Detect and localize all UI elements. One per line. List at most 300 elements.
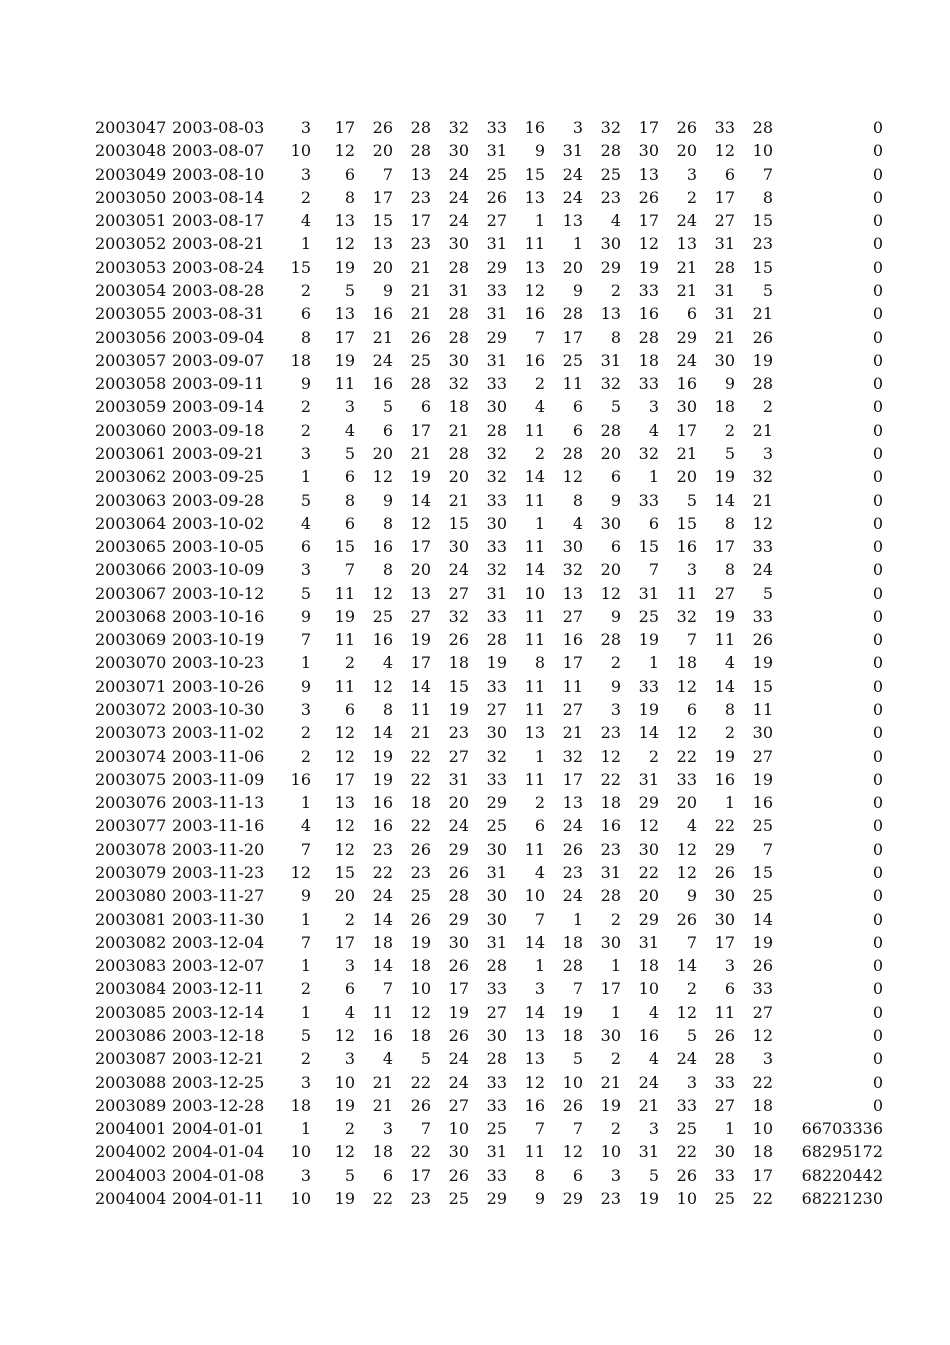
draw-order-5-cell: 12 <box>714 141 735 161</box>
draw-order-5-cell: 19 <box>714 746 735 766</box>
red-ball-6-cell: 27 <box>486 700 507 720</box>
prize-pool-cell: 0 <box>872 187 883 207</box>
draw-order-6-cell: 18 <box>752 1142 773 1162</box>
issue-cell: 2004003 <box>95 1165 167 1185</box>
draw-order-4-cell: 20 <box>676 467 697 487</box>
red-ball-6-cell: 33 <box>486 1072 507 1092</box>
draw-order-1-cell: 19 <box>562 1002 583 1022</box>
red-ball-4-cell: 19 <box>410 932 431 952</box>
table-row <box>95 512 883 535</box>
draw-order-5-cell: 6 <box>724 164 735 184</box>
draw-order-2-cell: 28 <box>600 420 621 440</box>
blue-ball-cell: 11 <box>524 839 545 859</box>
red-ball-6-cell: 33 <box>486 979 507 999</box>
draw-order-4-cell: 22 <box>676 746 697 766</box>
red-ball-5-cell: 26 <box>448 630 469 650</box>
draw-order-2-cell: 28 <box>600 630 621 650</box>
red-ball-2-cell: 6 <box>344 700 355 720</box>
date-cell: 2003-11-02 <box>172 723 265 743</box>
draw-order-6-cell: 3 <box>762 1049 773 1069</box>
draw-order-1-cell: 31 <box>562 141 583 161</box>
red-ball-1-cell: 7 <box>300 630 311 650</box>
red-ball-1-cell: 12 <box>290 863 311 882</box>
draw-order-3-cell: 29 <box>638 909 659 929</box>
prize-pool-cell: 0 <box>872 909 883 929</box>
date-cell: 2003-09-18 <box>172 420 265 440</box>
draw-order-5-cell: 16 <box>714 769 735 789</box>
issue-cell: 2003066 <box>95 560 167 580</box>
issue-cell: 2003047 <box>95 118 167 137</box>
red-ball-5-cell: 32 <box>448 118 469 137</box>
draw-order-2-cell: 28 <box>600 886 621 906</box>
draw-order-3-cell: 31 <box>638 932 659 952</box>
draw-order-6-cell: 25 <box>752 886 773 906</box>
red-ball-5-cell: 26 <box>448 956 469 976</box>
draw-order-3-cell: 30 <box>638 839 659 859</box>
draw-order-6-cell: 27 <box>752 746 773 766</box>
red-ball-5-cell: 24 <box>448 1072 469 1092</box>
red-ball-4-cell: 23 <box>410 187 431 207</box>
red-ball-6-cell: 32 <box>486 443 507 463</box>
issue-cell: 2003048 <box>95 141 167 161</box>
draw-order-4-cell: 10 <box>676 1188 697 1208</box>
red-ball-6-cell: 29 <box>486 793 507 813</box>
blue-ball-cell: 7 <box>534 327 545 347</box>
red-ball-2-cell: 15 <box>334 537 355 557</box>
red-ball-3-cell: 20 <box>372 141 393 161</box>
red-ball-1-cell: 1 <box>300 234 311 254</box>
draw-order-5-cell: 11 <box>714 630 735 650</box>
table-row <box>95 558 883 581</box>
draw-order-5-cell: 1 <box>724 1119 735 1139</box>
date-cell: 2003-11-13 <box>172 793 265 813</box>
lottery-draw-sheet <box>95 116 883 1210</box>
draw-order-2-cell: 1 <box>610 956 621 976</box>
red-ball-6-cell: 33 <box>486 1165 507 1185</box>
red-ball-4-cell: 7 <box>420 1119 431 1139</box>
red-ball-2-cell: 6 <box>344 164 355 184</box>
red-ball-1-cell: 2 <box>300 723 311 743</box>
date-cell: 2003-12-21 <box>172 1049 265 1069</box>
draw-order-1-cell: 7 <box>572 1119 583 1139</box>
draw-order-1-cell: 24 <box>562 164 583 184</box>
table-row <box>95 721 883 744</box>
red-ball-4-cell: 23 <box>410 1188 431 1208</box>
draw-order-4-cell: 14 <box>676 956 697 976</box>
red-ball-4-cell: 17 <box>410 653 431 673</box>
blue-ball-cell: 1 <box>534 746 545 766</box>
draw-order-6-cell: 15 <box>752 676 773 696</box>
draw-order-6-cell: 28 <box>752 374 773 394</box>
draw-order-5-cell: 22 <box>714 816 735 836</box>
table-row <box>95 861 883 884</box>
draw-order-3-cell: 16 <box>638 1025 659 1045</box>
issue-cell: 2003081 <box>95 909 167 929</box>
draw-order-4-cell: 26 <box>676 118 697 137</box>
blue-ball-cell: 7 <box>534 1119 545 1139</box>
draw-order-2-cell: 31 <box>600 350 621 370</box>
table-row <box>95 1140 883 1163</box>
red-ball-3-cell: 14 <box>372 909 393 929</box>
draw-order-3-cell: 25 <box>638 606 659 626</box>
red-ball-5-cell: 28 <box>448 327 469 347</box>
red-ball-2-cell: 4 <box>344 1002 355 1022</box>
red-ball-5-cell: 30 <box>448 234 469 254</box>
red-ball-3-cell: 24 <box>372 886 393 906</box>
draw-order-5-cell: 30 <box>714 350 735 370</box>
prize-pool-cell: 0 <box>872 723 883 743</box>
date-cell: 2003-08-14 <box>172 187 265 207</box>
red-ball-6-cell: 33 <box>486 676 507 696</box>
red-ball-1-cell: 1 <box>300 653 311 673</box>
prize-pool-cell: 0 <box>872 1095 883 1115</box>
draw-order-4-cell: 22 <box>676 1142 697 1162</box>
draw-order-1-cell: 30 <box>562 537 583 557</box>
issue-cell: 2003068 <box>95 606 167 626</box>
draw-order-6-cell: 24 <box>752 560 773 580</box>
red-ball-4-cell: 12 <box>410 1002 431 1022</box>
red-ball-2-cell: 2 <box>344 1119 355 1139</box>
red-ball-2-cell: 12 <box>334 1142 355 1162</box>
red-ball-4-cell: 25 <box>410 886 431 906</box>
red-ball-2-cell: 3 <box>344 397 355 417</box>
draw-order-6-cell: 15 <box>752 211 773 231</box>
draw-order-1-cell: 17 <box>562 653 583 673</box>
draw-order-3-cell: 19 <box>638 1188 659 1208</box>
date-cell: 2003-10-05 <box>172 537 265 557</box>
red-ball-3-cell: 26 <box>372 118 393 137</box>
draw-order-5-cell: 19 <box>714 606 735 626</box>
blue-ball-cell: 1 <box>534 211 545 231</box>
prize-pool-cell: 0 <box>872 1002 883 1022</box>
table-row <box>95 535 883 558</box>
red-ball-1-cell: 3 <box>300 1165 311 1185</box>
date-cell: 2003-08-28 <box>172 280 265 300</box>
draw-order-3-cell: 32 <box>638 443 659 463</box>
draw-order-2-cell: 5 <box>610 397 621 417</box>
red-ball-3-cell: 21 <box>372 1072 393 1092</box>
draw-order-4-cell: 12 <box>676 723 697 743</box>
date-cell: 2003-12-11 <box>172 979 265 999</box>
red-ball-3-cell: 20 <box>372 443 393 463</box>
red-ball-5-cell: 23 <box>448 723 469 743</box>
draw-order-2-cell: 30 <box>600 932 621 952</box>
red-ball-6-cell: 28 <box>486 420 507 440</box>
red-ball-3-cell: 16 <box>372 374 393 394</box>
date-cell: 2003-09-11 <box>172 374 265 394</box>
red-ball-3-cell: 18 <box>372 1142 393 1162</box>
date-cell: 2003-08-31 <box>172 304 265 324</box>
table-row <box>95 279 883 302</box>
red-ball-2-cell: 10 <box>334 1072 355 1092</box>
draw-order-2-cell: 19 <box>600 1095 621 1115</box>
red-ball-4-cell: 27 <box>410 606 431 626</box>
draw-order-3-cell: 19 <box>638 257 659 277</box>
draw-order-3-cell: 4 <box>648 420 659 440</box>
blue-ball-cell: 2 <box>534 374 545 394</box>
prize-pool-cell: 66703336 <box>801 1119 883 1139</box>
red-ball-1-cell: 4 <box>300 513 311 533</box>
table-row <box>95 139 883 162</box>
date-cell: 2003-12-25 <box>172 1072 265 1092</box>
draw-order-6-cell: 19 <box>752 769 773 789</box>
draw-order-3-cell: 19 <box>638 630 659 650</box>
prize-pool-cell: 0 <box>872 863 883 882</box>
red-ball-1-cell: 9 <box>300 676 311 696</box>
red-ball-6-cell: 31 <box>486 234 507 254</box>
blue-ball-cell: 14 <box>524 1002 545 1022</box>
draw-order-2-cell: 30 <box>600 1025 621 1045</box>
draw-order-3-cell: 26 <box>638 187 659 207</box>
table-row <box>95 372 883 395</box>
prize-pool-cell: 0 <box>872 816 883 836</box>
date-cell: 2003-11-16 <box>172 816 265 836</box>
draw-order-3-cell: 33 <box>638 676 659 696</box>
red-ball-3-cell: 4 <box>382 653 393 673</box>
red-ball-1-cell: 3 <box>300 700 311 720</box>
draw-order-5-cell: 17 <box>714 932 735 952</box>
prize-pool-cell: 0 <box>872 420 883 440</box>
red-ball-4-cell: 26 <box>410 327 431 347</box>
red-ball-2-cell: 17 <box>334 327 355 347</box>
draw-order-1-cell: 27 <box>562 606 583 626</box>
issue-cell: 2003074 <box>95 746 167 766</box>
prize-pool-cell: 0 <box>872 141 883 161</box>
red-ball-3-cell: 16 <box>372 630 393 650</box>
draw-order-2-cell: 16 <box>600 816 621 836</box>
draw-order-2-cell: 25 <box>600 164 621 184</box>
draw-order-1-cell: 5 <box>572 1049 583 1069</box>
red-ball-2-cell: 2 <box>344 909 355 929</box>
draw-results-body <box>95 116 883 1210</box>
red-ball-2-cell: 13 <box>334 304 355 324</box>
red-ball-3-cell: 11 <box>372 1002 393 1022</box>
red-ball-2-cell: 17 <box>334 932 355 952</box>
date-cell: 2003-11-30 <box>172 909 265 929</box>
red-ball-2-cell: 6 <box>344 979 355 999</box>
red-ball-5-cell: 28 <box>448 443 469 463</box>
red-ball-3-cell: 16 <box>372 793 393 813</box>
table-row <box>95 675 883 698</box>
draw-order-2-cell: 2 <box>610 1119 621 1139</box>
red-ball-4-cell: 22 <box>410 1142 431 1162</box>
draw-order-6-cell: 22 <box>752 1072 773 1092</box>
red-ball-5-cell: 21 <box>448 490 469 510</box>
draw-order-6-cell: 33 <box>752 606 773 626</box>
date-cell: 2003-10-30 <box>172 700 265 720</box>
draw-order-4-cell: 2 <box>686 187 697 207</box>
red-ball-3-cell: 16 <box>372 816 393 836</box>
draw-order-3-cell: 31 <box>638 1142 659 1162</box>
prize-pool-cell: 0 <box>872 956 883 976</box>
red-ball-5-cell: 18 <box>448 653 469 673</box>
red-ball-3-cell: 4 <box>382 1049 393 1069</box>
blue-ball-cell: 1 <box>534 956 545 976</box>
blue-ball-cell: 4 <box>534 863 545 882</box>
red-ball-1-cell: 2 <box>300 280 311 300</box>
issue-cell: 2003075 <box>95 769 167 789</box>
red-ball-2-cell: 17 <box>334 769 355 789</box>
blue-ball-cell: 2 <box>534 443 545 463</box>
draw-order-5-cell: 3 <box>724 956 735 976</box>
draw-order-4-cell: 30 <box>676 397 697 417</box>
draw-order-4-cell: 12 <box>676 839 697 859</box>
blue-ball-cell: 13 <box>524 723 545 743</box>
draw-order-6-cell: 16 <box>752 793 773 813</box>
issue-cell: 2003077 <box>95 816 167 836</box>
draw-order-1-cell: 13 <box>562 211 583 231</box>
blue-ball-cell: 9 <box>534 141 545 161</box>
date-cell: 2003-09-07 <box>172 350 265 370</box>
prize-pool-cell: 0 <box>872 304 883 324</box>
red-ball-5-cell: 27 <box>448 746 469 766</box>
table-row <box>95 489 883 512</box>
draw-order-2-cell: 29 <box>600 257 621 277</box>
table-row <box>95 442 883 465</box>
prize-pool-cell: 0 <box>872 280 883 300</box>
red-ball-2-cell: 8 <box>344 490 355 510</box>
draw-order-2-cell: 23 <box>600 187 621 207</box>
draw-order-1-cell: 20 <box>562 257 583 277</box>
red-ball-3-cell: 16 <box>372 1025 393 1045</box>
red-ball-1-cell: 6 <box>300 537 311 557</box>
red-ball-5-cell: 26 <box>448 863 469 882</box>
date-cell: 2003-10-19 <box>172 630 265 650</box>
issue-cell: 2003062 <box>95 467 167 487</box>
date-cell: 2003-12-28 <box>172 1095 265 1115</box>
draw-order-1-cell: 18 <box>562 1025 583 1045</box>
draw-order-5-cell: 31 <box>714 280 735 300</box>
red-ball-5-cell: 32 <box>448 374 469 394</box>
draw-order-5-cell: 2 <box>724 420 735 440</box>
red-ball-4-cell: 18 <box>410 793 431 813</box>
draw-order-1-cell: 4 <box>572 513 583 533</box>
draw-order-3-cell: 29 <box>638 793 659 813</box>
red-ball-2-cell: 11 <box>334 374 355 394</box>
red-ball-5-cell: 24 <box>448 211 469 231</box>
red-ball-4-cell: 22 <box>410 1072 431 1092</box>
blue-ball-cell: 8 <box>534 1165 545 1185</box>
blue-ball-cell: 10 <box>524 886 545 906</box>
red-ball-6-cell: 28 <box>486 1049 507 1069</box>
draw-order-2-cell: 17 <box>600 979 621 999</box>
draw-order-5-cell: 1 <box>724 793 735 813</box>
draw-order-4-cell: 9 <box>686 886 697 906</box>
red-ball-1-cell: 6 <box>300 304 311 324</box>
date-cell: 2003-11-09 <box>172 769 265 789</box>
draw-order-2-cell: 12 <box>600 746 621 766</box>
draw-order-2-cell: 6 <box>610 467 621 487</box>
draw-order-5-cell: 14 <box>714 490 735 510</box>
table-row <box>95 838 883 861</box>
red-ball-3-cell: 12 <box>372 467 393 487</box>
red-ball-3-cell: 15 <box>372 211 393 231</box>
red-ball-5-cell: 30 <box>448 350 469 370</box>
red-ball-3-cell: 13 <box>372 234 393 254</box>
issue-cell: 2003076 <box>95 793 167 813</box>
red-ball-3-cell: 23 <box>372 839 393 859</box>
red-ball-4-cell: 21 <box>410 304 431 324</box>
prize-pool-cell: 0 <box>872 443 883 463</box>
red-ball-6-cell: 33 <box>486 1095 507 1115</box>
date-cell: 2003-11-23 <box>172 863 265 882</box>
prize-pool-cell: 0 <box>872 211 883 231</box>
draw-order-6-cell: 19 <box>752 653 773 673</box>
draw-order-3-cell: 33 <box>638 280 659 300</box>
draw-order-2-cell: 28 <box>600 141 621 161</box>
red-ball-1-cell: 5 <box>300 583 311 603</box>
draw-order-4-cell: 13 <box>676 234 697 254</box>
red-ball-3-cell: 14 <box>372 956 393 976</box>
table-row <box>95 326 883 349</box>
draw-order-1-cell: 25 <box>562 350 583 370</box>
date-cell: 2003-09-14 <box>172 397 265 417</box>
draw-order-1-cell: 13 <box>562 583 583 603</box>
draw-order-5-cell: 14 <box>714 676 735 696</box>
blue-ball-cell: 14 <box>524 467 545 487</box>
red-ball-2-cell: 11 <box>334 583 355 603</box>
draw-order-4-cell: 12 <box>676 1002 697 1022</box>
prize-pool-cell: 0 <box>872 327 883 347</box>
prize-pool-cell: 0 <box>872 932 883 952</box>
red-ball-6-cell: 26 <box>486 187 507 207</box>
draw-order-4-cell: 24 <box>676 350 697 370</box>
draw-order-6-cell: 19 <box>752 350 773 370</box>
issue-cell: 2003080 <box>95 886 167 906</box>
red-ball-3-cell: 6 <box>382 420 393 440</box>
draw-order-2-cell: 31 <box>600 863 621 882</box>
red-ball-2-cell: 19 <box>334 257 355 277</box>
date-cell: 2003-08-21 <box>172 234 265 254</box>
red-ball-5-cell: 15 <box>448 513 469 533</box>
draw-order-2-cell: 2 <box>610 280 621 300</box>
red-ball-2-cell: 20 <box>334 886 355 906</box>
red-ball-1-cell: 18 <box>290 1095 311 1115</box>
draw-order-1-cell: 28 <box>562 443 583 463</box>
prize-pool-cell: 68221230 <box>801 1188 883 1208</box>
date-cell: 2003-10-26 <box>172 676 265 696</box>
date-cell: 2003-08-10 <box>172 164 265 184</box>
blue-ball-cell: 11 <box>524 490 545 510</box>
red-ball-3-cell: 17 <box>372 187 393 207</box>
table-row <box>95 582 883 605</box>
red-ball-6-cell: 31 <box>486 932 507 952</box>
blue-ball-cell: 11 <box>524 537 545 557</box>
red-ball-4-cell: 5 <box>420 1049 431 1069</box>
draw-order-2-cell: 30 <box>600 513 621 533</box>
red-ball-1-cell: 16 <box>290 769 311 789</box>
red-ball-1-cell: 10 <box>290 1188 311 1208</box>
date-cell: 2003-08-24 <box>172 257 265 277</box>
prize-pool-cell: 68220442 <box>801 1165 883 1185</box>
draw-order-6-cell: 21 <box>752 304 773 324</box>
draw-order-5-cell: 30 <box>714 886 735 906</box>
prize-pool-cell: 0 <box>872 374 883 394</box>
draw-order-5-cell: 25 <box>714 1188 735 1208</box>
red-ball-5-cell: 19 <box>448 1002 469 1022</box>
red-ball-5-cell: 30 <box>448 537 469 557</box>
date-cell: 2003-10-12 <box>172 583 265 603</box>
draw-order-1-cell: 17 <box>562 769 583 789</box>
draw-order-2-cell: 2 <box>610 1049 621 1069</box>
red-ball-6-cell: 30 <box>486 909 507 929</box>
draw-order-3-cell: 17 <box>638 118 659 137</box>
draw-order-4-cell: 2 <box>686 979 697 999</box>
red-ball-3-cell: 18 <box>372 932 393 952</box>
draw-order-4-cell: 16 <box>676 537 697 557</box>
red-ball-4-cell: 12 <box>410 513 431 533</box>
draw-order-2-cell: 30 <box>600 234 621 254</box>
